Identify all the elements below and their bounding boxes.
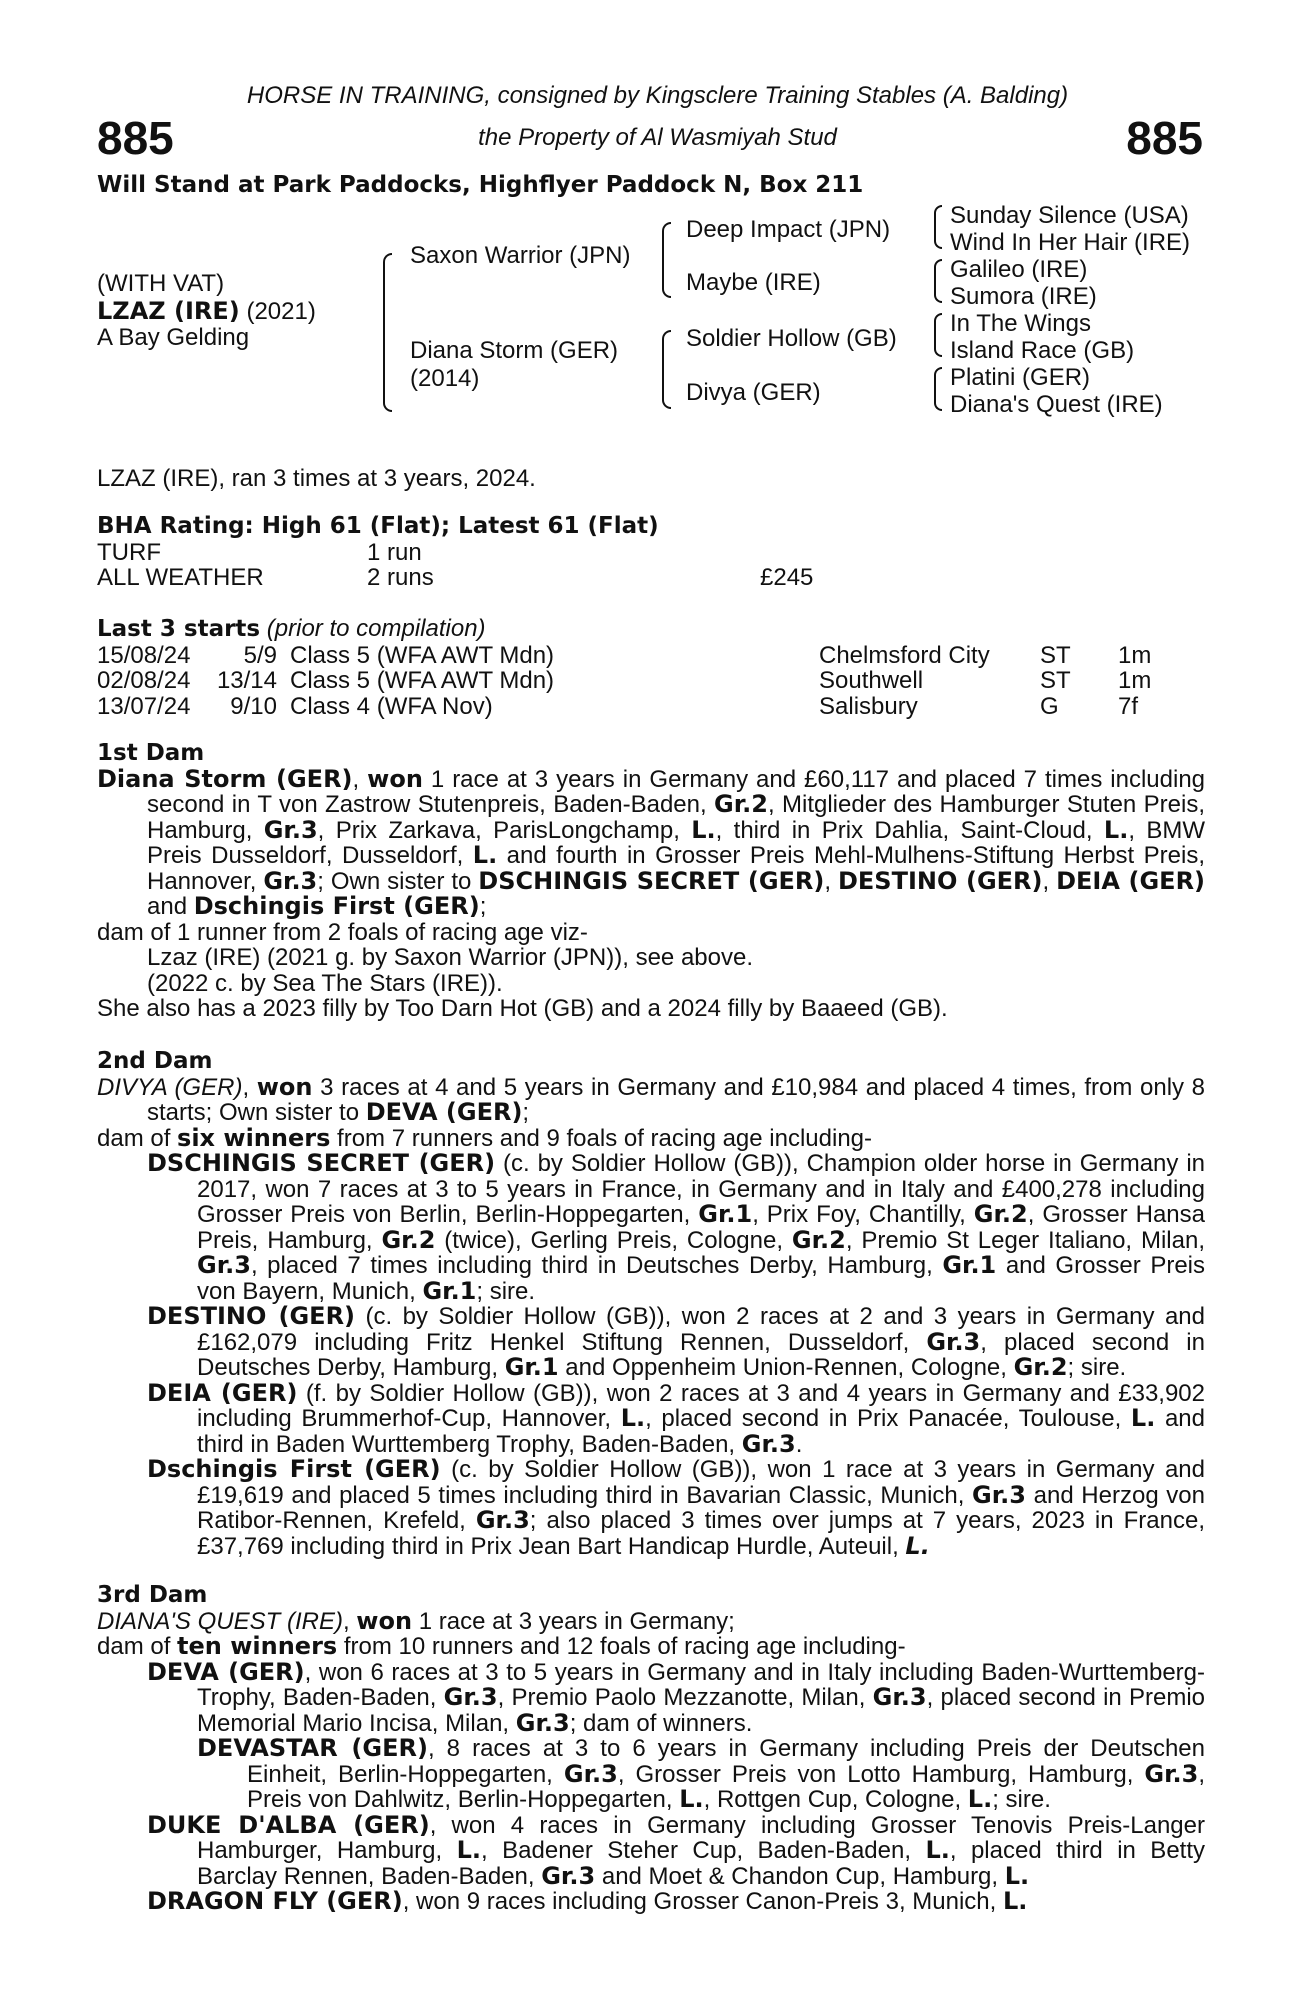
text-run: , — [824, 867, 838, 895]
bold-text-run: DEVASTAR (GER) — [197, 1734, 428, 1762]
bold-text-run: Gr.3 — [563, 1759, 618, 1788]
bold-text-run: L. — [472, 841, 498, 869]
text-run: , Mitglieder des Hamburger Stuten Preis, Hamburg, — [147, 791, 1205, 844]
text-run: , — [352, 765, 368, 793]
text-run: , 8 races at 3 to 6 years in Germany including Preis der Deutschen Einheit, Berlin-Hoppegarten, — [247, 1735, 1206, 1788]
last-starts-title: Last 3 starts — [97, 616, 261, 642]
start-course: Southwell — [819, 667, 924, 694]
second-dam-produce-item — [97, 1304, 1205, 1381]
dam-sire-dam: Island Race (GB) — [950, 337, 1135, 364]
rating-row-turf — [97, 540, 1205, 566]
bold-text-run: Gr.3 — [972, 1480, 1026, 1509]
dam-year: (2014) — [410, 365, 480, 392]
second-dam-produce-item — [97, 1378, 1206, 1458]
text-run: ; — [479, 893, 487, 920]
start-distance: 1m — [1118, 667, 1152, 694]
dam-dam: Divya (GER) — [686, 379, 821, 406]
bold-text-run: L. — [1103, 815, 1129, 844]
rating-row-aw — [97, 565, 1205, 591]
bold-text-run: Gr.3 — [541, 1861, 596, 1890]
text-run: (c. by Soldier Hollow (GB)), Champion older horse in Germany in 2017, won 7 races at 3 to 5 years in France, in Germany and in Italy and £400,278 including Grosser Preis von Berlin, Berlin-Hoppegarten, — [197, 1150, 1205, 1228]
horse-description: A Bay Gelding — [97, 324, 250, 351]
text-run: (f. by Soldier Hollow (GB)), won 2 races at 3 and 4 years in Germany and £33,902 including Brummerhof-Cup, Hannover, — [197, 1379, 1206, 1432]
pedigree-brace-sire — [662, 222, 671, 298]
bold-text-run: Gr.3 — [197, 1251, 251, 1279]
pedigree-brace-ds — [934, 313, 942, 357]
third-dam-grandproduce-item — [97, 1736, 1205, 1813]
second-dam-record — [97, 1072, 1206, 1126]
text-run: , Preis von Dahlwitz, Berlin-Hoppegarten, — [247, 1760, 1205, 1813]
start-distance: 1m — [1118, 641, 1152, 669]
first-dam-title: 1st Dam — [97, 740, 205, 766]
bold-text-run: DRAGON FLY (GER) — [147, 1887, 403, 1915]
start-row — [97, 643, 1205, 669]
start-position: 9/10 — [230, 692, 277, 720]
bold-text-run: L. — [1130, 1404, 1156, 1432]
text-run: ; Own sister to — [317, 867, 479, 895]
text-run: from 7 runners and 9 foals of racing age including- — [330, 1124, 873, 1152]
bold-text-run: L. — [679, 1785, 704, 1813]
lot-number-right: 885 — [1126, 112, 1203, 164]
bold-text-run: Gr.2 — [791, 1225, 846, 1254]
bold-text-run: Gr.2 — [973, 1200, 1028, 1228]
text-run: , — [242, 1073, 257, 1101]
italic-text-run: DIANA'S QUEST (IRE) — [97, 1607, 343, 1635]
bold-text-run: Gr.3 — [515, 1708, 570, 1737]
text-run: ; dam of winners. — [569, 1709, 753, 1737]
bold-text-run: Gr.2 — [714, 790, 768, 818]
third-dam-produce-item — [97, 1810, 1206, 1890]
third-dam-produce-item — [97, 1889, 1205, 1915]
text-run: (twice), Gerling Preis, Cologne, — [435, 1226, 792, 1254]
bold-text-run: Gr.3 — [872, 1683, 927, 1711]
text-run: ; sire. — [476, 1277, 536, 1305]
start-date: 15/08/24 — [97, 641, 191, 669]
rating-surface: TURF — [97, 538, 161, 566]
start-going: ST — [1040, 667, 1071, 694]
bold-text-run: DEVA (GER) — [147, 1657, 305, 1686]
bold-text-run: ten winners — [177, 1632, 338, 1660]
pedigree-brace-dam — [662, 330, 671, 409]
text-run: , Grosser Hansa Preis, Hamburg, — [197, 1201, 1205, 1254]
horse-name: LZAZ (IRE) — [97, 297, 240, 325]
text-run: dam of — [97, 1124, 178, 1152]
bold-text-run: L. — [925, 1836, 950, 1864]
bold-text-run: DSCHINGIS SECRET (GER) — [147, 1149, 496, 1177]
pedigree-brace-main — [383, 253, 392, 412]
sire-dam-sire: Galileo (IRE) — [950, 256, 1088, 283]
text-run: , placed second in Prix Panacée, Toulouse, — [645, 1405, 1131, 1432]
bold-text-run: L. — [1004, 1861, 1030, 1890]
dam-sire-sire: In The Wings — [950, 310, 1091, 337]
text-run: dam of — [97, 1633, 178, 1660]
first-dam-produce-item: (2022 c. by Sea The Stars (IRE)). — [147, 969, 503, 997]
bold-text-run: DESTINO (GER) — [837, 866, 1043, 895]
bold-text-run: DEIA (GER) — [1056, 866, 1206, 895]
bold-text-run: Gr.1 — [942, 1251, 997, 1279]
second-dam-produce-intro — [97, 1123, 1205, 1152]
text-run: , won 9 races including Grosser Canon-Preis 3, Munich, — [402, 1888, 1003, 1915]
bold-text-run: DEIA (GER) — [147, 1378, 298, 1407]
text-run: , Premio Paolo Mezzanotte, Milan, — [497, 1684, 873, 1711]
text-run: and third in Baden Wurttemberg Trophy, Baden-Baden, — [197, 1405, 1205, 1458]
bold-text-run: Dschingis First (GER) — [147, 1455, 441, 1483]
dam-dam-sire: Platini (GER) — [950, 364, 1091, 391]
start-distance: 7f — [1118, 692, 1139, 720]
bold-text-run: Gr.1 — [422, 1276, 477, 1305]
text-run: 1 race at 3 years in Germany and £60,117 and placed 7 times including second in T von Zastrow Stutenpreis, Baden-Baden, — [147, 765, 1206, 818]
start-position: 5/9 — [243, 641, 277, 669]
text-run: ; sire. — [1067, 1354, 1127, 1381]
vat-note: (WITH VAT) — [97, 270, 225, 297]
text-run: and — [147, 893, 194, 920]
start-row — [97, 668, 1205, 694]
bold-text-run: six winners — [177, 1123, 331, 1152]
bold-text-run: DSCHINGIS SECRET (GER) — [478, 866, 825, 895]
bold-text-run: Gr.2 — [1013, 1353, 1068, 1381]
text-run: , Grosser Preis von Lotto Hamburg, Hamburg, — [617, 1760, 1145, 1788]
text-run: (c. by Soldier Hollow (GB)), won 1 race at 3 years in Germany and £19,619 and placed 5 times including third in Bavarian Classic, Munich, — [197, 1456, 1205, 1509]
start-date: 02/08/24 — [97, 667, 191, 694]
horse-year: (2021) — [246, 298, 316, 325]
text-run: ; — [522, 1099, 530, 1126]
text-run: , won 6 races at 3 to 5 years in Germany and in Italy including Baden-Wurttemberg-Trophy, Baden-Baden, — [197, 1658, 1205, 1711]
text-run: , placed 7 times including third in Deutsches Derby, Hamburg, — [250, 1252, 943, 1279]
race-summary: LZAZ (IRE), ran 3 times at 3 years, 2024. — [97, 465, 536, 492]
bold-text-run: Gr.3 — [1144, 1759, 1199, 1788]
sire-dam: Maybe (IRE) — [686, 269, 821, 296]
third-dam-produce-intro — [97, 1634, 1205, 1660]
third-dam-record — [97, 1606, 1205, 1635]
bold-text-run: Gr.2 — [381, 1225, 436, 1254]
first-dam-record — [97, 764, 1206, 920]
bold-text-run: Diana Storm (GER) — [97, 764, 353, 793]
bold-text-run: DESTINO (GER) — [147, 1302, 356, 1330]
dam: Diana Storm (GER) — [410, 337, 619, 364]
rating-runs: 2 runs — [367, 564, 434, 591]
text-run: , Prix Foy, Chantilly, — [752, 1201, 974, 1228]
third-dam-produce-item — [97, 1657, 1206, 1737]
text-run: and Oppenheim Union-Rennen, Cologne, — [558, 1354, 1014, 1381]
pedigree-brace-ss — [934, 205, 942, 249]
bold-text-run: DUKE D'ALBA (GER) — [147, 1810, 430, 1839]
text-run: , placed second in Deutsches Derby, Hamburg, — [197, 1328, 1205, 1381]
start-course: Salisbury — [819, 692, 918, 720]
pedigree-brace-sd — [934, 259, 942, 303]
last-starts-section — [97, 616, 1205, 719]
start-date: 13/07/24 — [97, 692, 191, 720]
bold-text-run: L. — [620, 1404, 646, 1432]
bold-text-run: won — [356, 1606, 413, 1635]
start-course: Chelmsford City — [819, 641, 990, 669]
text-run: , Rottgen Cup, Cologne, — [703, 1786, 968, 1813]
text-run: , won 4 races in Germany including Grosser Tenovis Preis-Langer Hamburger, Hamburg, — [197, 1811, 1205, 1864]
dam-sire: Soldier Hollow (GB) — [686, 325, 897, 352]
consignment-line: HORSE IN TRAINING, consigned by Kingsclere Training Stables (A. Balding) — [246, 82, 1069, 109]
text-run: , Premio St Leger Italiano, Milan, — [845, 1226, 1205, 1254]
text-run: 1 race at 3 years in Germany; — [412, 1607, 735, 1635]
first-dam-section — [97, 741, 1205, 1022]
bold-text-run: Gr.3 — [475, 1506, 530, 1534]
sire-sire-dam: Wind In Her Hair (IRE) — [950, 229, 1191, 256]
text-run: , — [342, 1607, 357, 1635]
start-race: Class 5 (WFA AWT Mdn) — [290, 641, 555, 669]
bold-text-run: Dschingis First (GER) — [193, 892, 480, 920]
bold-text-run: Gr.3 — [926, 1327, 981, 1356]
text-run: (c. by Soldier Hollow (GB)), won 2 races at 2 and 3 years in Germany and £162,079 including Fritz Henkel Stiftung Rennen, Dusseldorf, — [197, 1303, 1205, 1356]
dam-dam-dam: Diana's Quest (IRE) — [950, 391, 1163, 418]
rating-prize: £245 — [760, 564, 814, 591]
pedigree-brace-dd — [934, 367, 942, 411]
bold-text-run: L. — [456, 1836, 482, 1864]
bold-text-run: L. — [691, 815, 716, 844]
start-going: ST — [1040, 641, 1071, 669]
italic-text-run: DIVYA (GER) — [97, 1073, 243, 1101]
text-run: from 10 runners and 12 foals of racing age including- — [337, 1633, 906, 1660]
last-starts-heading — [97, 616, 1205, 643]
bold-text-run: Gr.1 — [504, 1353, 559, 1381]
text-run: , Badener Steher Cup, Baden-Baden, — [481, 1837, 926, 1864]
text-run: . — [795, 1430, 803, 1458]
first-dam-note: She also has a 2023 filly by Too Darn Hot (GB) and a 2024 filly by Baaeed (GB). — [97, 995, 948, 1022]
sire: Saxon Warrior (JPN) — [410, 242, 631, 269]
bold-text-run: won — [367, 764, 423, 793]
property-line: the Property of Al Wasmiyah Stud — [478, 124, 837, 151]
stand-location: Will Stand at Park Paddocks, Highflyer Paddock N, Box 211 — [97, 172, 864, 198]
bold-text-run: won — [256, 1072, 313, 1101]
start-going: G — [1040, 692, 1059, 720]
bold-text-run: L. — [1003, 1887, 1028, 1915]
start-position: 13/14 — [216, 667, 277, 694]
text-run: , placed second in Premio Memorial Mario Incisa, Milan, — [197, 1684, 1206, 1737]
bold-text-run: Gr.3 — [741, 1429, 796, 1458]
second-dam-produce-item — [97, 1151, 1205, 1304]
bold-text-run: DEVA (GER) — [365, 1098, 523, 1126]
rating-runs: 1 run — [367, 538, 422, 566]
bold-text-run: Gr.1 — [698, 1200, 753, 1228]
start-race: Class 4 (WFA Nov) — [290, 692, 493, 720]
start-race: Class 5 (WFA AWT Mdn) — [290, 667, 555, 694]
second-dam-section — [97, 1049, 1205, 1559]
rating-surface: ALL WEATHER — [97, 564, 264, 591]
text-run: and Grosser Preis von Bayern, Munich, — [197, 1252, 1205, 1305]
text-run: 3 races at 4 and 5 years in Germany and £10,984 and placed 4 times, from only 8 starts; Own sister to — [147, 1073, 1206, 1126]
third-dam-section — [97, 1583, 1205, 1915]
second-dam-produce-item — [97, 1457, 1205, 1559]
last-starts-subtitle: (prior to compilation) — [266, 615, 486, 642]
bha-rating-title: BHA Rating: High 61 (Flat); Latest 61 (Flat) — [97, 513, 659, 539]
text-run: ; sire. — [992, 1786, 1051, 1813]
text-run: , placed third in Betty Barclay Rennen, Baden-Baden, — [197, 1837, 1206, 1890]
bold-text-run: Gr.3 — [263, 866, 318, 895]
start-row — [97, 694, 1205, 720]
third-dam-title: 3rd Dam — [97, 1582, 208, 1608]
text-run: , Prix Zarkava, ParisLongchamp, — [317, 816, 692, 844]
text-run: and Herzog von Ratibor-Rennen, Krefeld, — [197, 1481, 1205, 1534]
first-dam-produce-intro: dam of 1 runner from 2 foals of racing age viz- — [97, 918, 588, 946]
text-run: , — [1042, 867, 1057, 895]
text-run: , BMW Preis Dusseldorf, Dusseldorf, — [147, 816, 1205, 869]
text-run: and fourth in Grosser Preis Mehl-Mulhens-Stiftung Herbst Preis, Hannover, — [147, 842, 1206, 895]
bold-text-run: L. — [905, 1531, 930, 1560]
text-run: , third in Prix Dahlia, Saint-Cloud, — [715, 816, 1104, 844]
first-dam-produce-item: Lzaz (IRE) (2021 g. by Saxon Warrior (JPN)), see above. — [147, 944, 753, 971]
sire-sire-sire: Sunday Silence (USA) — [950, 202, 1189, 229]
bha-rating-section — [97, 514, 1205, 591]
text-run: ; also placed 3 times over jumps at 7 years, 2023 in France, £37,769 including third in Prix Jean Bart Handicap Hurdle, Auteuil, — [197, 1507, 1205, 1560]
bold-text-run: L. — [967, 1785, 993, 1813]
bold-text-run: Gr.3 — [443, 1683, 498, 1711]
bold-text-run: Gr.3 — [263, 815, 318, 844]
sire-dam-dam: Sumora (IRE) — [950, 283, 1097, 310]
text-run: and Moet & Chandon Cup, Hamburg, — [595, 1862, 1005, 1890]
horse-name-line — [97, 297, 316, 326]
sire-sire: Deep Impact (JPN) — [686, 216, 891, 243]
second-dam-title: 2nd Dam — [97, 1048, 213, 1074]
lot-number-left: 885 — [97, 112, 174, 164]
